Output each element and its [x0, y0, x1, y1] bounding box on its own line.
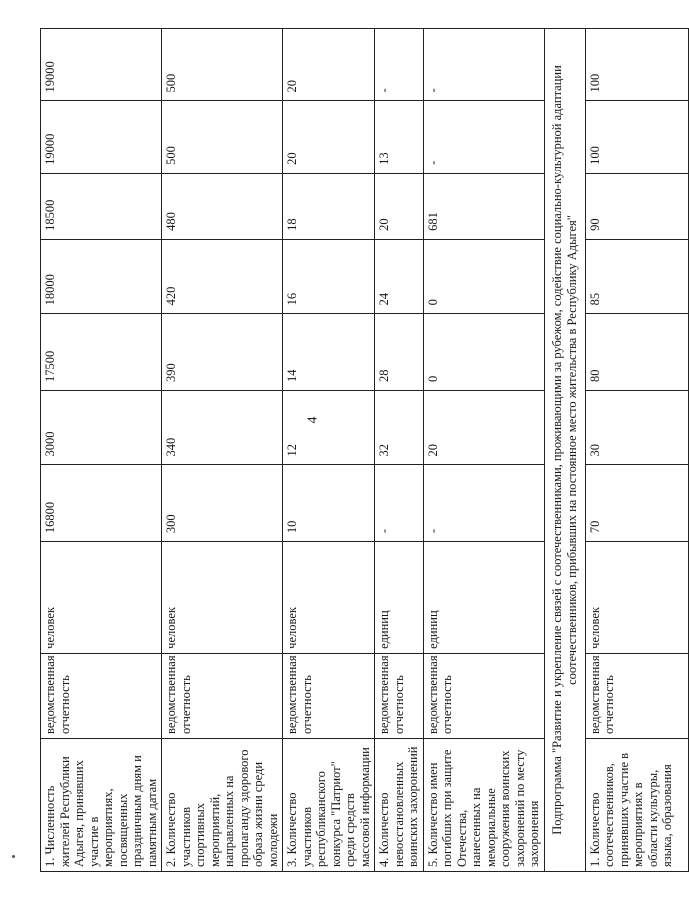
unit: человек	[585, 542, 688, 654]
data-source: ведомственная отчетность	[283, 653, 375, 738]
value-cell: 85	[585, 239, 688, 314]
table-row	[283, 29, 375, 872]
value-cell: 28	[375, 314, 424, 391]
value-cell: 10	[283, 465, 375, 542]
value-cell: -	[375, 29, 424, 101]
indicator-name: 4. Количество невосстановленных воинских захоронений	[375, 738, 424, 871]
indicator-name: 2. Количество участников спортивных мероприятий, направленных на пропаганду здорового образа жизни среди молодежи	[162, 738, 283, 871]
value-cell: 12	[283, 390, 375, 465]
table-row	[423, 29, 544, 872]
value-cell: 100	[585, 101, 688, 173]
unit: человек	[283, 542, 375, 654]
value-cell: 500	[162, 29, 283, 101]
value-cell: 18000	[41, 239, 162, 314]
unit: человек	[162, 542, 283, 654]
scan-speck	[12, 855, 15, 858]
value-cell: 20	[423, 390, 544, 465]
unit: человек	[41, 542, 162, 654]
value-cell: 18	[283, 173, 375, 239]
value-cell: -	[423, 29, 544, 101]
value-cell: 20	[283, 101, 375, 173]
value-cell: 13	[375, 101, 424, 173]
table-row	[162, 29, 283, 872]
value-cell: 16	[283, 239, 375, 314]
value-cell: 681	[423, 173, 544, 239]
data-source: ведомственная отчетность	[585, 653, 688, 738]
subprogram-title: Подпрограмма "Развитие и укрепление связей с соотечественниками, проживающими за рубежом, содействие социально-культурной адаптации соотечественников, прибывших на постоянное место жительства в Республику Адыгея"	[544, 29, 585, 872]
value-cell: 480	[162, 173, 283, 239]
data-source: ведомственная отчетность	[41, 653, 162, 738]
data-source: ведомственная отчетность	[162, 653, 283, 738]
value-cell: 14	[283, 314, 375, 391]
page-number: 4	[305, 416, 321, 424]
table-row	[375, 29, 424, 872]
value-cell: 19000	[41, 101, 162, 173]
table-row	[585, 29, 688, 872]
value-cell: 90	[585, 173, 688, 239]
indicator-name: 5. Количество имен погибших при защите Отечества, нанесенных на мемориальные сооружения воинских захоронений по месту захоронения	[423, 738, 544, 871]
value-cell: 390	[162, 314, 283, 391]
value-cell: 17500	[41, 314, 162, 391]
value-cell: 420	[162, 239, 283, 314]
indicators-table	[40, 28, 689, 872]
value-cell: 30	[585, 390, 688, 465]
table-row	[41, 29, 162, 872]
value-cell: 500	[162, 101, 283, 173]
value-cell: 0	[423, 314, 544, 391]
value-cell: -	[423, 101, 544, 173]
value-cell: 24	[375, 239, 424, 314]
value-cell: 32	[375, 390, 424, 465]
rotated-table-container	[40, 28, 674, 872]
value-cell: 70	[585, 465, 688, 542]
value-cell: 300	[162, 465, 283, 542]
unit: единиц	[375, 542, 424, 654]
indicator-name: 3. Количество участников республиканского конкурса "Патриот" среди средств массовой информации	[283, 738, 375, 871]
unit: единиц	[423, 542, 544, 654]
indicator-name: 1. Численность жителей Республики Адыгея, принявших участие в мероприятиях, посвященных праздничным дням и памятным датам	[41, 738, 162, 871]
value-cell: 20	[375, 173, 424, 239]
data-source: ведомственная отчетность	[423, 653, 544, 738]
data-source: ведомственная отчетность	[375, 653, 424, 738]
value-cell: 100	[585, 29, 688, 101]
value-cell: 20	[283, 29, 375, 101]
value-cell: 16800	[41, 465, 162, 542]
value-cell: 18500	[41, 173, 162, 239]
value-cell: 80	[585, 314, 688, 391]
value-cell: 0	[423, 239, 544, 314]
value-cell: 340	[162, 390, 283, 465]
value-cell: -	[375, 465, 424, 542]
value-cell: 19000	[41, 29, 162, 101]
indicator-name: 1. Количество соотечественников, принявших участие в мероприятиях в области культуры, языка, образования	[585, 738, 688, 871]
value-cell: 3000	[41, 390, 162, 465]
value-cell: -	[423, 465, 544, 542]
subprogram-row	[544, 29, 585, 872]
